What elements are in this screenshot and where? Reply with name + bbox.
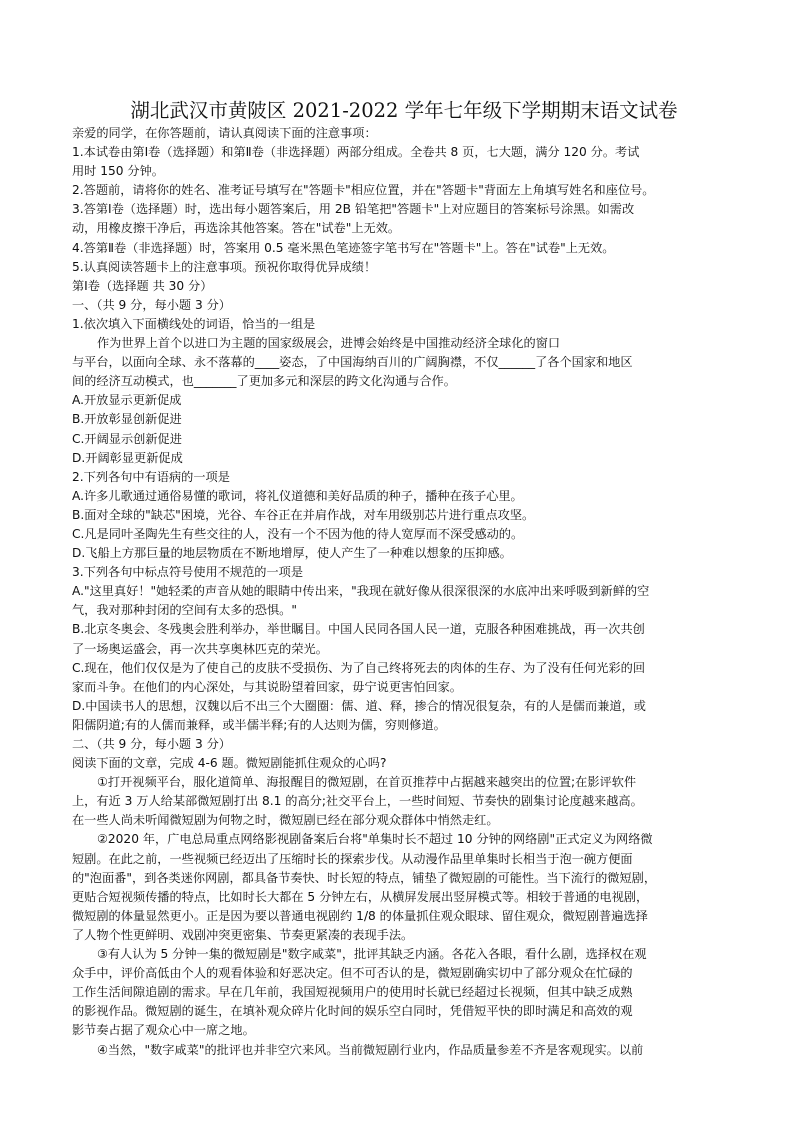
text-line: ④当然，"数字咸菜"的批评也并非空穴来风。当前微短剧行业内，作品质量参差不齐是客观现实。以前 bbox=[97, 1042, 644, 1057]
text-line: 第Ⅰ卷（选择题 共 30 分） bbox=[72, 278, 213, 293]
text-line: 2.下列各句中有语病的一项是 bbox=[72, 469, 230, 484]
text-line: 1.本试卷由第Ⅰ卷（选择题）和第Ⅱ卷（非选择题）两部分组成。全卷共 8 页，七大题，满分 120 分。考试 bbox=[72, 145, 640, 160]
text-line: 工作生活间隙追剧的需求。早在几年前，我国短视频用户的使用时长就已经超过长视频，但其中缺乏成熟 bbox=[72, 985, 633, 1000]
document-body bbox=[72, 124, 722, 1060]
text-line: 微短剧的体量显然更小。正是因为要以普通电视剧约 1/8 的体量抓住观众眼球、留住观众，微短剧普遍选择 bbox=[72, 908, 648, 923]
text-line: 一、（共 9 分，每小题 3 分） bbox=[72, 297, 231, 312]
text-line: 家而斗争。在他们的内心深处，与其说盼望着回家，毋宁说更害怕回家。 bbox=[72, 679, 462, 694]
text-line: 短剧。在此之前，一些视频已经迈出了压缩时长的探索步伐。从动漫作品里单集时长相当于泡一碗方便面 bbox=[72, 851, 633, 866]
text-line: 1.依次填入下面横线处的词语，恰当的一组是 bbox=[72, 316, 316, 331]
text-line: B.开放彰显创新促进 bbox=[72, 412, 182, 427]
text-line: ②2020 年，广电总局重点网络影视剧备案后台将"单集时长不超过 10 分钟的网络剧"正式定义为网络微 bbox=[97, 832, 653, 847]
text-line: 阳儒阴道;有的人儒而兼释，或半儒半释;有的人达则为儒，穷则修道。 bbox=[72, 717, 446, 732]
text-line: 了人物个性更鲜明、戏剧冲突更密集、节奏更紧凑的表现手法。 bbox=[72, 927, 414, 942]
text-line: 间的经济互动模式，也_______了更加多元和深层的跨文化沟通与合作。 bbox=[72, 374, 456, 389]
document-title: 湖北武汉市黄陂区 2021-2022 学年七年级下学期期末语文试卷 bbox=[130, 99, 678, 122]
text-line: B.北京冬奥会、冬残奥会胜利举办，举世瞩目。中国人民同各国人民一道，克服各种困难挑战，再一次共创 bbox=[72, 622, 645, 637]
text-line: D.开阔彰显更新促成 bbox=[72, 450, 183, 465]
text-line: 的影视作品。微短剧的诞生，在填补观众碎片化时间的娱乐空白同时，凭借短平快的即时满足和高效的观 bbox=[72, 1004, 633, 1019]
text-line: A.开放显示更新促成 bbox=[72, 393, 182, 408]
text-line: D.飞船上方那巨量的地层物质在不断地增厚，使人产生了一种难以想象的压抑感。 bbox=[72, 546, 512, 561]
text-line: D.中国读书人的思想，汉魏以后不出三个大圈圈：儒、道、释，掺合的情况很复杂，有的人是儒而兼道，或 bbox=[72, 698, 646, 713]
text-line: C.开阔显示创新促进 bbox=[72, 431, 182, 446]
text-line: 众手中，评价高低由个人的观看体验和好恶决定。但不可否认的是，微短剧确实切中了部分观众在忙碌的 bbox=[72, 966, 633, 981]
text-line: A."这里真好！"她轻柔的声音从她的眼睛中传出来，"我现在就好像从很深很深的水底冲出来呼吸到新鲜的空 bbox=[72, 584, 650, 599]
text-line: C.凡是同叶圣陶先生有些交往的人，没有一个不因为他的待人宽厚而不深受感动的。 bbox=[72, 526, 524, 541]
text-line: 在一些人尚未听闻微短剧为何物之时，微短剧已经在部分观众群体中悄然走红。 bbox=[72, 813, 499, 828]
text-line: 4.答第Ⅱ卷（非选择题）时，答案用 0.5 毫米黑色笔迹签字笔书写在"答题卡"上。答在"试卷"上无效。 bbox=[72, 240, 615, 255]
text-line: 3.答第Ⅰ卷（选择题）时，选出每小题答案后，用 2B 铅笔把"答题卡"上对应题目的答案标号涂黑。如需改 bbox=[72, 202, 635, 217]
text-line: 了一场奥运盛会，再一次共享奥林匹克的荣光。 bbox=[72, 641, 328, 656]
text-line: 影节奏占据了观众心中一席之地。 bbox=[72, 1023, 255, 1038]
text-line: 5.认真阅读答题卡上的注意事项。预祝你取得优异成绩！ bbox=[72, 259, 377, 274]
text-line: 上，有近 3 万人给某部微短剧打出 8.1 的高分;社交平台上，一些时间短、节奏快的剧集讨论度越来越高。 bbox=[72, 794, 643, 809]
text-line: C.现在，他们仅仅是为了使自己的皮肤不受损伤、为了自己终将死去的肉体的生存、为了没有任何光彩的回 bbox=[72, 660, 646, 675]
text-line: 用时 150 分钟。 bbox=[72, 164, 164, 179]
text-line: 3.下列各句中标点符号使用不规范的一项是 bbox=[72, 565, 304, 580]
text-line: 更贴合短视频传播的特点，比如时长大都在 5 分钟左右，从横屏发展出竖屏模式等。相较于普通的电视剧， bbox=[72, 889, 649, 904]
text-line: 亲爱的同学，在你答题前，请认真阅读下面的注意事项： bbox=[72, 126, 377, 140]
text-line: ①打开视频平台，服化道简单、海报醒目的微短剧，在首页推荐中占据越来越突出的位置;在影评软件 bbox=[97, 775, 637, 790]
text-line: 气，我对那种封闭的空间有太多的恐惧。" bbox=[72, 603, 297, 618]
text-line: B.面对全球的"缺芯"困境，光谷、车谷正在并肩作战，对车用级别芯片进行重点攻坚。 bbox=[72, 507, 535, 522]
text-line: 动，用橡皮擦干净后，再选涂其他答案。答在"试卷"上无效。 bbox=[72, 221, 401, 236]
text-line: 与平台，以面向全球、永不落幕的____姿态，了中国海纳百川的广阔胸襟，不仅______了各个国家和地区 bbox=[72, 355, 633, 370]
text-line: 二、（共 9 分，每小题 3 分） bbox=[72, 737, 231, 751]
text-line: 的"泡面番"，到各类迷你网剧，都具备节奏快、时长短的特点，铺垫了微短剧的可能性。当下流行的微短剧， bbox=[72, 870, 657, 885]
text-line: 阅读下面的文章，完成 4-6 题。微短剧能抓住观众的心吗? bbox=[72, 756, 387, 771]
text-line: A.许多儿歌通过通俗易懂的歌词，将礼仪道德和美好品质的种子，播种在孩子心里。 bbox=[72, 488, 523, 503]
text-line: ③有人认为 5 分钟一集的微短剧是"数字咸菜"，批评其缺乏内涵。各花入各眼，看什么剧，选择权在观 bbox=[97, 947, 647, 962]
text-line: 2.答题前，请将你的姓名、准考证号填写在"答题卡"相应位置，并在"答题卡"背面左上角填写姓名和座位号。 bbox=[72, 183, 655, 198]
text-line: 作为世界上首个以进口为主题的国家级展会，进博会始终是中国推动经济全球化的窗口 bbox=[97, 336, 561, 351]
